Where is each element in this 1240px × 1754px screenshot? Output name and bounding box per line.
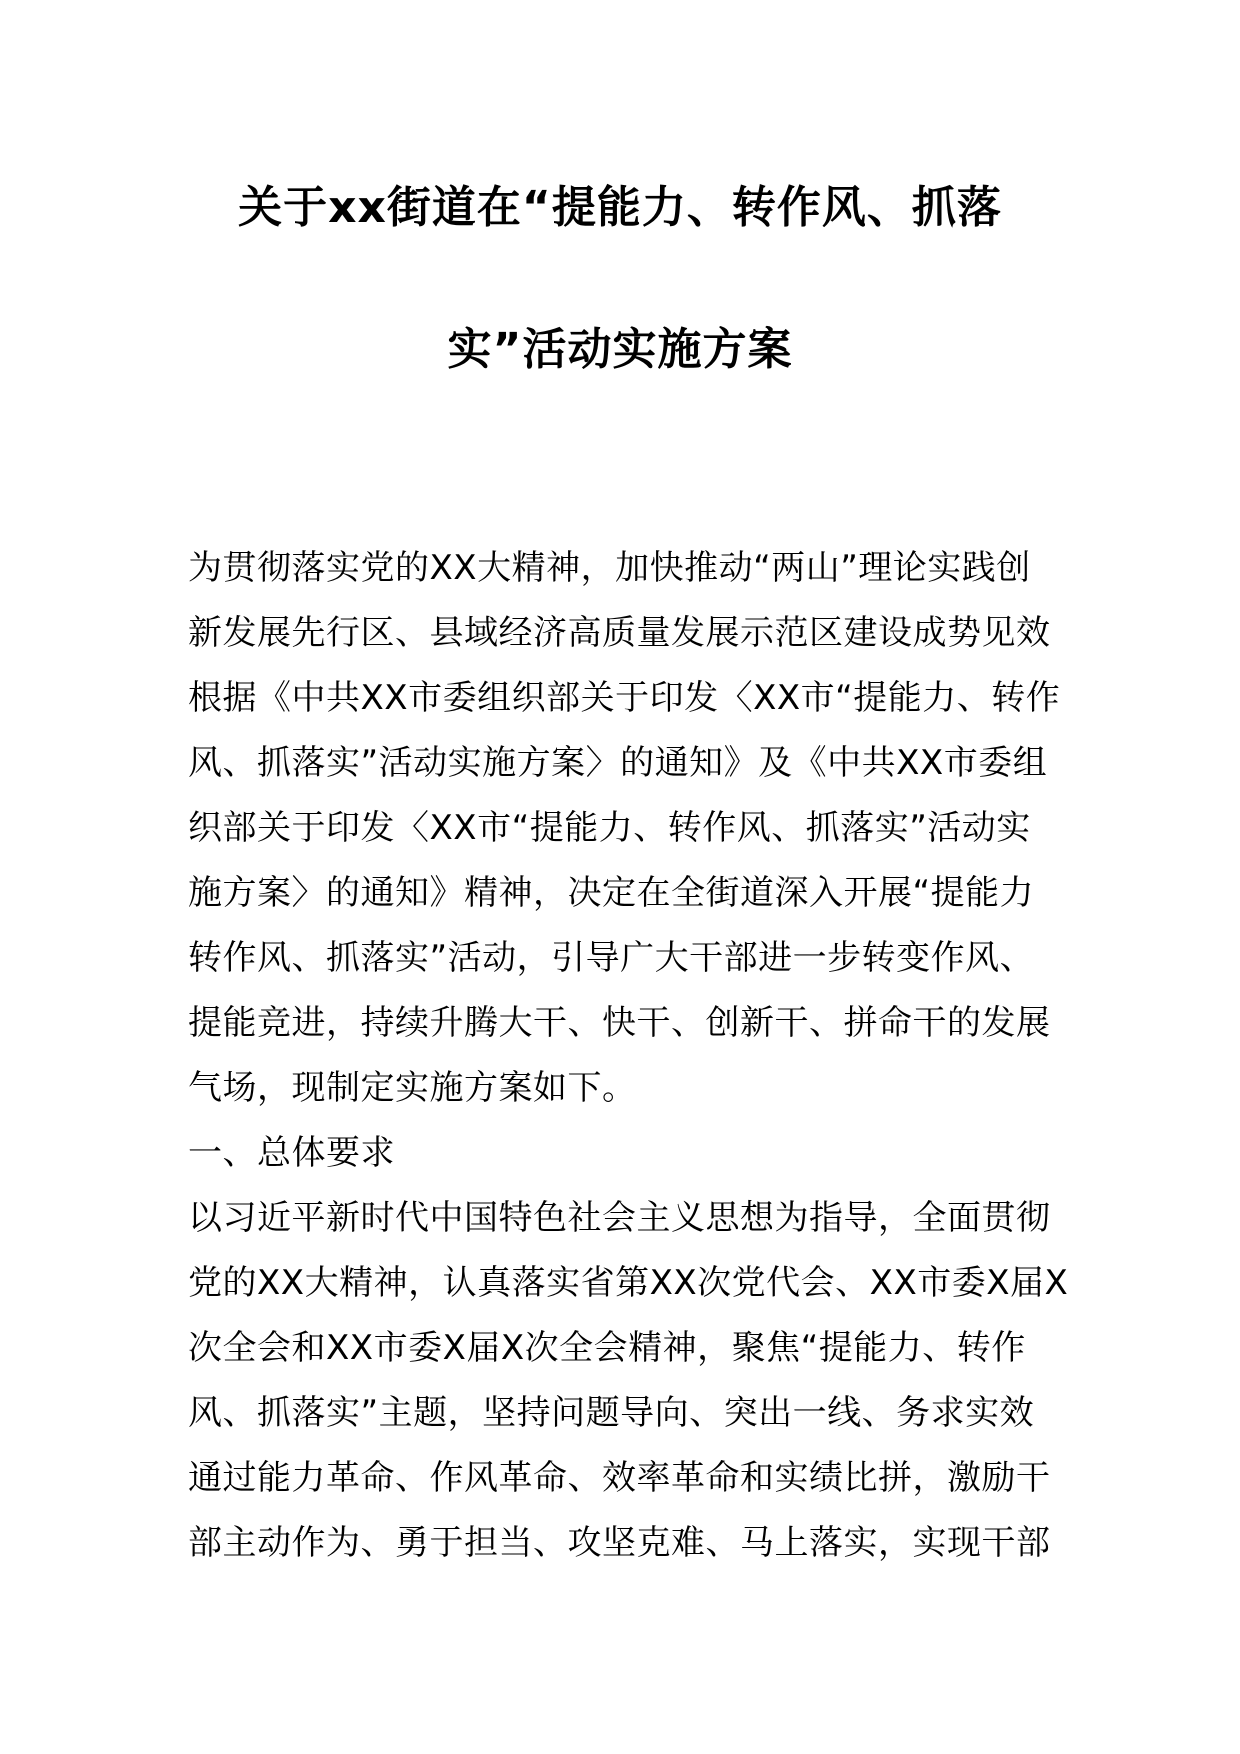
body-line: 新发展先行区、县域经济高质量发展示范区建设成势见效 xyxy=(188,613,1051,653)
document-title-line-2: 实”活动实施方案 xyxy=(447,324,793,375)
body-line: 织部关于印发〈XX市“提能力、转作风、抓落实”活动实 xyxy=(188,808,1031,848)
body-line: 提能竞进，持续升腾大干、快干、创新干、拼命干的发展 xyxy=(188,1003,1051,1043)
body-line: 以习近平新时代中国特色社会主义思想为指导，全面贯彻 xyxy=(188,1198,1051,1238)
body-line: 施方案〉的通知》精神，决定在全街道深入开展“提能力 xyxy=(188,873,1035,913)
body-line: 根据《中共XX市委组织部关于印发〈XX市“提能力、转作 xyxy=(188,678,1061,718)
body-line: 风、抓落实”主题，坚持问题导向、突出一线、务求实效 xyxy=(188,1393,1035,1433)
body-line: 党的XX大精神，认真落实省第XX次党代会、XX市委X届X xyxy=(188,1263,1069,1303)
body-line: 风、抓落实”活动实施方案〉的通知》及《中共XX市委组 xyxy=(188,743,1048,783)
body-line: 转作风、抓落实”活动，引导广大干部进一步转变作风、 xyxy=(188,938,1035,978)
document-title-line-1: 关于xx街道在“提能力、转作风、抓落 xyxy=(238,182,1002,233)
body-line: 次全会和XX市委X届X次全会精神，聚焦“提能力、转作 xyxy=(188,1328,1026,1368)
body-line: 通过能力革命、作风革命、效率革命和实绩比拼，激励干 xyxy=(188,1458,1051,1498)
body-line: 部主动作为、勇于担当、攻坚克难、马上落实，实现干部 xyxy=(188,1523,1051,1563)
body-line: 气场，现制定实施方案如下。 xyxy=(188,1068,637,1108)
body-line: 为贯彻落实党的XX大精神，加快推动“两山”理论实践创 xyxy=(188,548,1031,588)
section-heading: 一、总体要求 xyxy=(188,1133,395,1173)
